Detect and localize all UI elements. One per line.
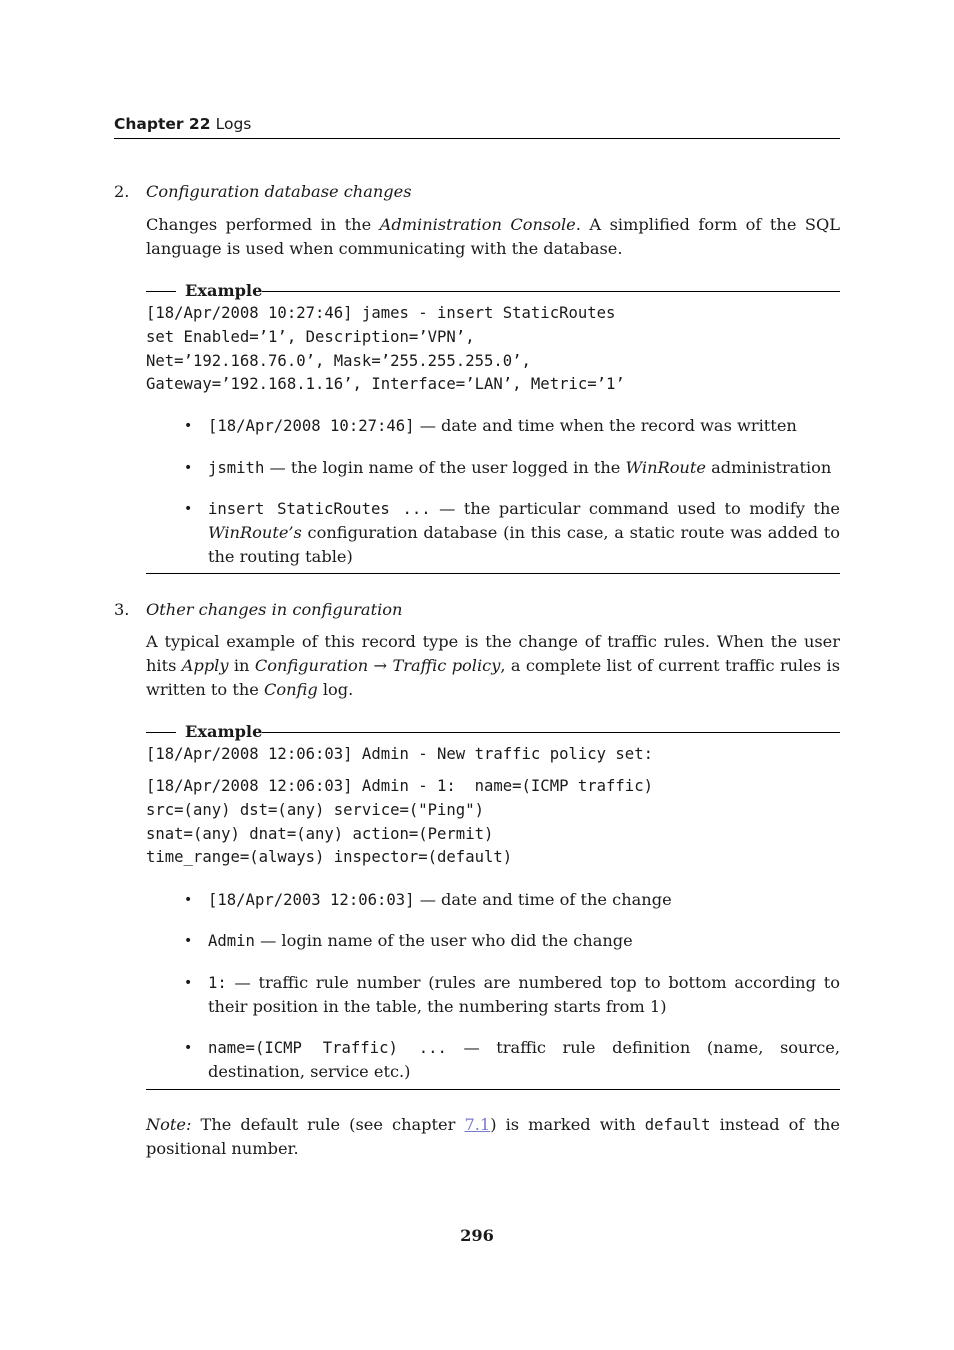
list-item-text: — traffic rule number (rules are numbered top to bottom according to their position in the table, the numbering starts from 1) [208, 973, 840, 1016]
chapter-number: Chapter 22 [114, 115, 211, 133]
code-line: [18/Apr/2008 12:06:03] Admin - 1: name=(ICMP traffic) [146, 777, 653, 795]
example-end-rule [146, 573, 840, 574]
item-3-paragraph [146, 630, 840, 702]
paragraph-emphasis: Config [263, 680, 318, 699]
inline-code: default [644, 1116, 711, 1134]
list-item-text: — the login name of the user logged in the [264, 458, 626, 477]
paragraph-text: log. [317, 680, 354, 699]
note-paragraph [146, 1113, 840, 1161]
paragraph-text: . A simplified form of the SQL language is used when communicating with the database. [146, 215, 840, 258]
example-code-1 [146, 302, 625, 397]
item-2-paragraph [146, 213, 840, 261]
paragraph-text: A typical example of this record type is the change of traffic rules. When the user hits [146, 632, 840, 675]
example-rule-left [146, 732, 176, 733]
running-header [114, 114, 840, 139]
inline-code: Admin [208, 932, 255, 950]
note-text: ) is marked with [490, 1115, 645, 1134]
page-number: 296 [460, 1226, 494, 1245]
list-item-emphasis: WinRoute’s [208, 523, 302, 542]
example-label: Example [185, 281, 263, 300]
inline-code: [18/Apr/2008 10:27:46] [208, 417, 415, 435]
list-item-text: administration [705, 458, 832, 477]
note-text: instead of the positional number. [146, 1115, 840, 1158]
list-item-emphasis: WinRoute [625, 458, 706, 477]
paragraph-emphasis: Configuration [254, 656, 369, 675]
item-3-heading: Other changes in configuration [146, 600, 403, 619]
list-item-text: — the particular command used to modify the [430, 499, 840, 518]
inline-code: [18/Apr/2003 12:06:03] [208, 891, 415, 909]
example-end-rule [146, 1089, 840, 1090]
note-text: The default rule (see chapter [191, 1115, 465, 1134]
list-item [208, 497, 840, 569]
inline-code: insert StaticRoutes ... [208, 500, 431, 518]
item-2-number: 2. [114, 182, 130, 201]
chapter-link[interactable]: 7.1 [464, 1115, 491, 1134]
code-line: snat=(any) dnat=(any) action=(Permit) [146, 824, 494, 843]
code-line: src=(any) dst=(any) service=("Ping") [146, 800, 484, 819]
list-item [208, 456, 840, 480]
example-code-2 [146, 775, 653, 870]
paragraph-text: in [228, 656, 255, 675]
paragraph-text: Changes performed in the [146, 215, 380, 234]
example-title-1 [146, 281, 840, 301]
list-item [208, 929, 840, 953]
example-title-2 [146, 722, 840, 742]
paragraph-emphasis: Administration Console [379, 215, 576, 234]
list-item [208, 414, 840, 438]
example-rule-left [146, 291, 176, 292]
code-line: set Enabled=’1’, Description=’VPN’, [146, 327, 475, 346]
inline-code: 1: [208, 974, 227, 992]
chapter-title: Logs [215, 115, 252, 133]
list-item [208, 971, 840, 1019]
list-item [208, 1036, 840, 1084]
list-item-text: — traffic rule definition (name, source, destination, service etc.) [208, 1038, 840, 1081]
item-3-number: 3. [114, 600, 130, 619]
code-line: Net=’192.168.76.0’, Mask=’255.255.255.0’, [146, 351, 531, 370]
example-rule-right [262, 732, 840, 733]
item-2-heading: Configuration database changes [146, 182, 412, 201]
paragraph-text: , a complete list of current traffic rules is written to the [146, 656, 841, 699]
list-item-text: — date and time when the record was written [414, 416, 797, 435]
example-code-2-first: [18/Apr/2008 12:06:03] Admin - New traffic policy set: [146, 745, 653, 763]
inline-code: jsmith [208, 459, 265, 477]
arrow-symbol: → [368, 656, 393, 675]
list-item-text: configuration database (in this case, a static route was added to the routing table) [208, 523, 840, 566]
example-rule-right [262, 291, 840, 292]
code-line: Gateway=’192.168.1.16’, Interface=’LAN’, Metric=’1’ [146, 375, 625, 394]
code-line: time_range=(always) inspector=(default) [146, 848, 513, 867]
list-item-text: — login name of the user who did the change [254, 931, 633, 950]
example-label: Example [185, 722, 263, 741]
inline-code: name=(ICMP Traffic) ... [208, 1039, 447, 1057]
paragraph-emphasis: Traffic policy [392, 656, 501, 675]
list-item [208, 888, 840, 912]
note-label: Note: [146, 1115, 192, 1134]
paragraph-emphasis: Apply [181, 656, 229, 675]
code-line: [18/Apr/2008 10:27:46] james - insert StaticRoutes [146, 304, 616, 322]
list-item-text: — date and time of the change [414, 890, 672, 909]
